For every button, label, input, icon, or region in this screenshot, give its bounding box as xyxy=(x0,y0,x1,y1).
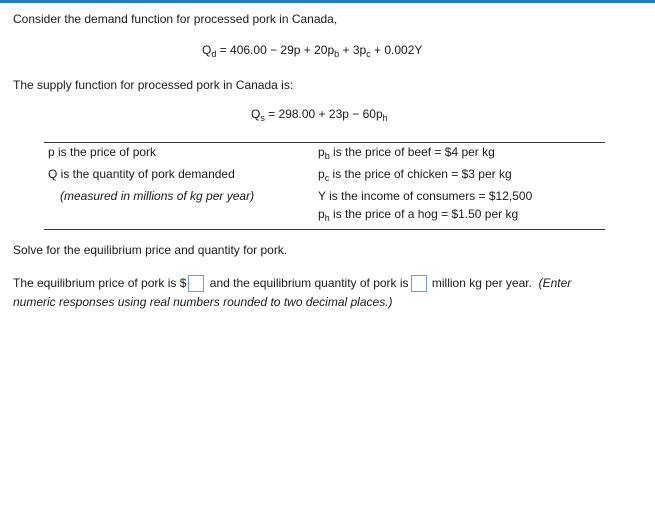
supply-lhs-sub: s xyxy=(260,113,265,123)
definitions-table xyxy=(44,142,605,230)
answer-middle: and the equilibrium quantity of pork is xyxy=(209,276,409,290)
def-q-note: (measured in millions of kg per year) xyxy=(60,189,255,203)
answer-prefix: The equilibrium price of pork is $ xyxy=(13,276,187,290)
instruction-text: numeric responses using real numbers rounded to two decimal places.) xyxy=(13,295,393,309)
def-pc-text: is the price of chicken = $3 per kg xyxy=(329,167,512,181)
supply-intro-text: The supply function for processed pork in Canada is: xyxy=(13,78,294,92)
def-ph-text: is the price of a hog = $1.50 per kg xyxy=(329,207,519,221)
def-pb-text: is the price of beef = $4 per kg xyxy=(329,145,495,159)
def-pc-sym: p xyxy=(318,167,325,181)
def-p: p is the price of pork xyxy=(48,145,157,159)
answer-suffix: million kg per year. xyxy=(431,276,532,290)
demand-sub1: b xyxy=(334,49,340,59)
def-y: Y is the income of consumers = $12,500 xyxy=(318,189,533,203)
quantity-answer-input[interactable] xyxy=(411,275,427,292)
demand-equation xyxy=(202,43,422,57)
supply-sub1: h xyxy=(382,113,388,123)
top-accent-bar xyxy=(0,0,655,3)
demand-sub2: c xyxy=(366,49,371,59)
def-q: Q is the quantity of pork demanded xyxy=(48,167,235,181)
def-ph-sub: h xyxy=(324,213,330,223)
answer-line xyxy=(13,275,571,292)
def-ph xyxy=(318,207,518,221)
def-pc-sub: c xyxy=(324,173,330,183)
demand-part2: + 3p xyxy=(339,43,367,57)
demand-lhs-sub: d xyxy=(211,49,217,59)
def-pb-sym: p xyxy=(318,145,325,159)
def-pb xyxy=(318,145,495,159)
supply-equation xyxy=(251,107,388,121)
price-answer-input[interactable] xyxy=(188,275,204,292)
demand-part3: + 0.002Y xyxy=(370,43,423,57)
task-text: Solve for the equilibrium price and quantity for pork. xyxy=(13,243,288,257)
def-pc xyxy=(318,167,512,181)
demand-part1: = 406.00 − 29p + 20p xyxy=(216,43,335,57)
supply-part1: = 298.00 + 23p − 60p xyxy=(264,107,383,121)
def-pb-sub: b xyxy=(324,151,330,161)
demand-lhs: Q xyxy=(202,43,212,57)
def-ph-sym: p xyxy=(318,207,325,221)
intro-text: Consider the demand function for processed pork in Canada, xyxy=(13,12,338,26)
instruction-start: (Enter xyxy=(538,276,572,290)
supply-lhs: Q xyxy=(251,107,261,121)
